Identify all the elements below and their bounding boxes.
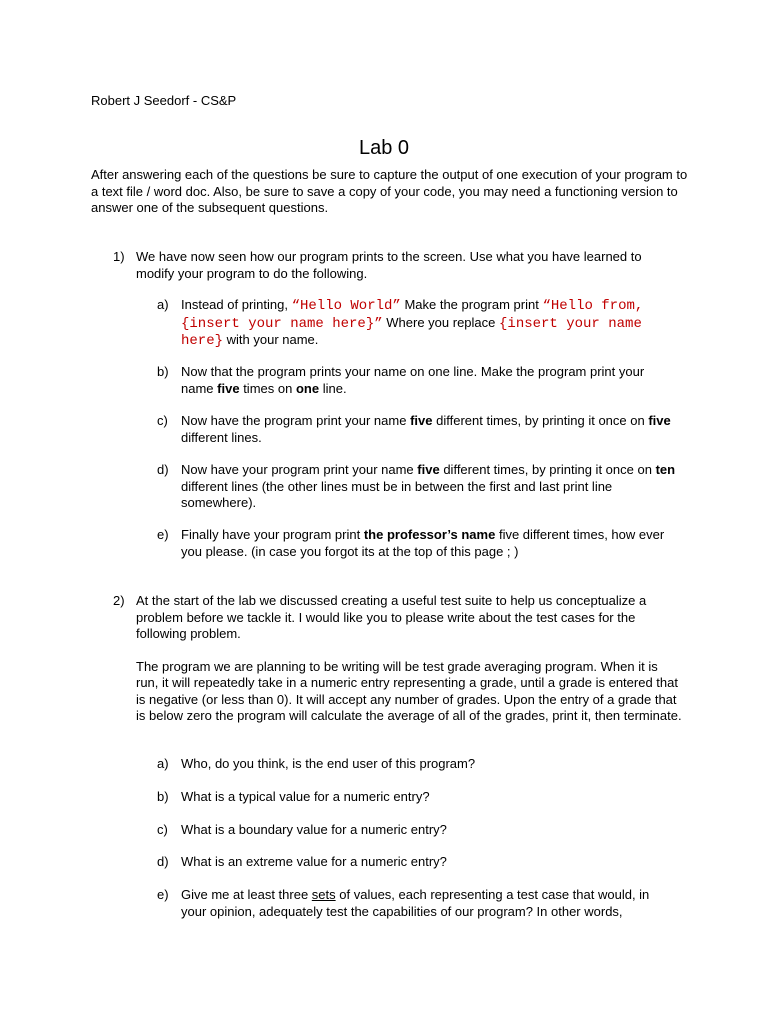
text-run: times on [243,380,293,396]
item-text [181,364,677,397]
item-text [181,887,677,920]
text-run: different times, by printing it once on [436,413,645,428]
item-letter: e) [157,527,169,542]
item-text: What is a typical value for a numeric entry? [181,789,430,804]
item-letter: c) [157,822,168,837]
question-number: 2) [113,593,125,608]
problem-description: The program we are planning to be writing will be test grade averaging program. When it is run, it will repeatedly take in a numeric entry representing a grade, until a grade is entered that is negative (or less than 0). It will accept any number of grades. Upon the entry of a grade that is below zero the program will calculate the average of all of the grades, print it, then terminate. [136,658,682,723]
q2-item-a [157,756,677,773]
page-title: Lab 0 [358,137,410,159]
item-letter: b) [157,364,169,379]
text-run: Instead of printing, [181,297,288,312]
text-run: different lines (the other lines must be in between the first and last print line somewhere). [181,478,613,510]
text-run: Where you replace [386,314,496,330]
text-run: line. [322,380,347,396]
item-letter: d) [157,854,169,869]
q1-item-d [157,462,677,512]
question-1 [113,249,683,282]
item-text: What is an extreme value for a numeric entry? [181,854,447,869]
item-letter: c) [157,413,168,428]
item-text: What is a boundary value for a numeric entry? [181,822,447,837]
q1-item-e [157,527,677,560]
text-run: Make the program print [404,297,539,312]
item-text [181,297,677,350]
item-letter: b) [157,789,169,804]
text-run: Finally have your program print [181,527,361,542]
text-run: different lines. [181,429,262,445]
underlined-text: sets [311,887,336,902]
item-letter: a) [157,756,169,771]
q1-item-a [157,297,677,350]
q2-item-e [157,887,677,920]
question-text: We have now seen how our program prints to the screen. Use what you have learned to modify your program to do the following. [136,249,642,281]
item-text [181,527,677,560]
code-snippet: “Hello from, {insert your name here}” [181,298,644,332]
text-run: of values, each representing a test case that would, in your opinion, adequately test the capabilities of our program? In other words, [181,887,650,919]
item-letter: a) [157,297,169,312]
text-run: Now have your program print your name [181,462,414,477]
text-run: different times, by printing it once on [443,462,652,477]
author-line: Robert J Seedorf - CS&P [91,93,237,108]
bold-text: five [417,462,440,477]
question-text: At the start of the lab we discussed creating a useful test suite to help us conceptualize a problem before we tackle it. I would like you to please write about the test cases for the following problem. [136,593,647,641]
text-run: with your name. [226,332,319,347]
text-run: Now that the program prints your name on one line. Make the program print your name [181,364,645,396]
bold-text: ten [655,462,676,477]
text-run: Now have the program print your name [181,413,407,428]
question-number: 1) [113,249,125,264]
code-snippet: “Hello World” [291,298,401,314]
item-text [181,413,677,446]
bold-text: one [295,380,320,396]
item-text: Who, do you think, is the end user of this program? [181,756,476,771]
bold-text: five [217,380,240,396]
item-letter: d) [157,462,169,477]
bold-text: five [410,413,433,428]
q1-item-c [157,413,677,446]
q2-item-c [157,822,677,839]
q2-item-d [157,854,677,871]
bold-text: the professor’s name [363,527,496,542]
q2-item-b [157,789,677,806]
code-snippet: {insert your name here} [181,315,642,349]
q1-item-b [157,364,677,397]
text-run: Give me at least three [181,887,309,902]
bold-text: five [648,413,671,428]
intro-paragraph: After answering each of the questions be sure to capture the output of one execution of your program to a text file / word doc. Also, be sure to save a copy of your code, you may need a functioning version to answer one of the subsequent questions. [91,167,688,215]
text-run: five different times, how ever you please. (in case you forgot its at the top of this page ; ) [181,527,665,559]
question-2 [113,593,683,725]
item-text [181,462,677,512]
item-letter: e) [157,887,169,902]
